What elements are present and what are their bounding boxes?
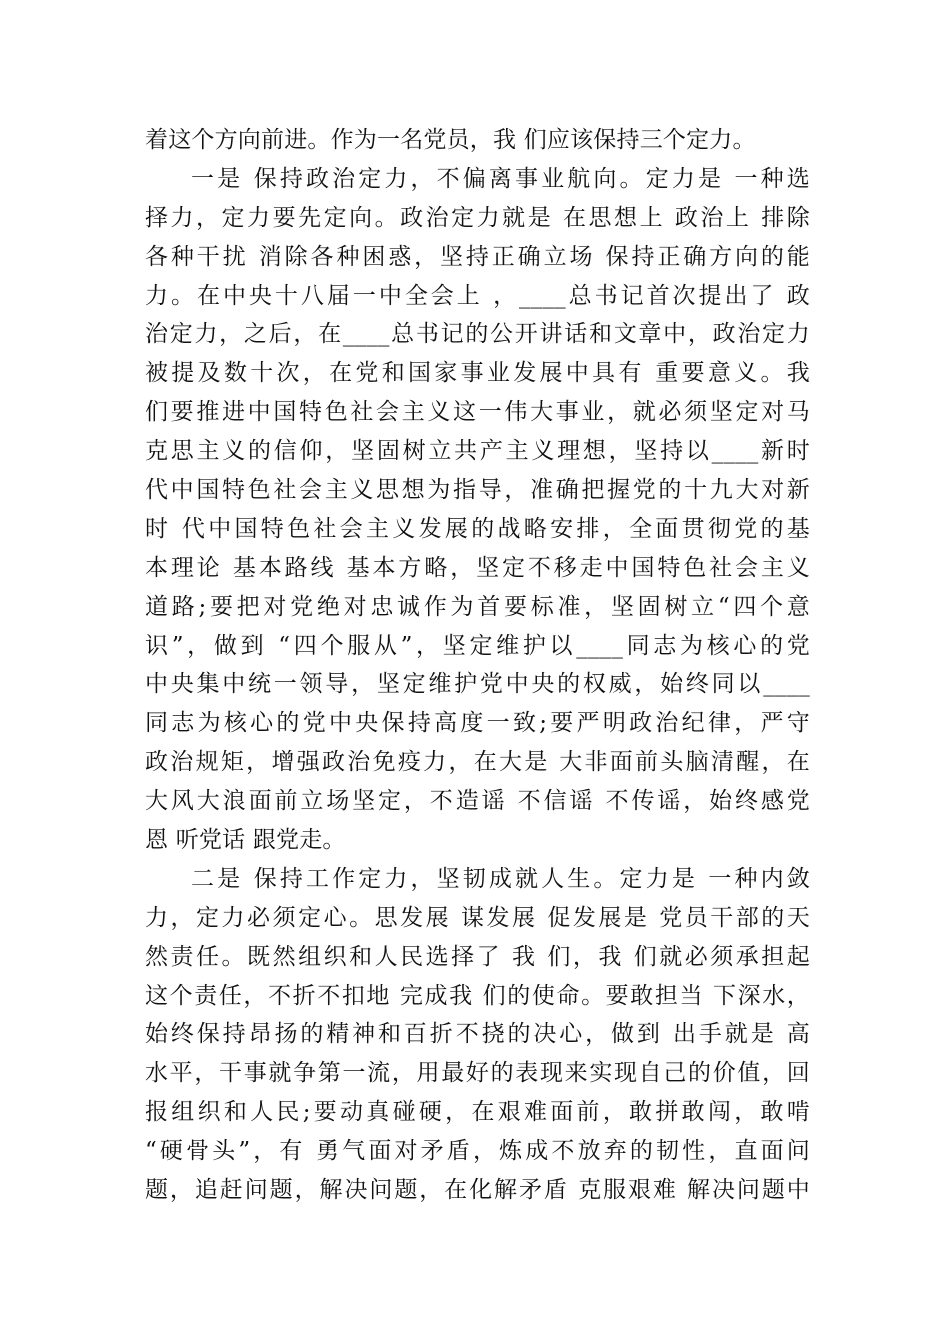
text-line: 中央集中统一领导，坚定维护党中央的权威，始终同以____ [145, 671, 810, 698]
text-line: 治定力，之后，在____总书记的公开讲话和文章中，政治定力 [145, 321, 810, 348]
text-line: 题，追赶问题，解决问题，在化解矛盾 克服艰难 解决问题中 [145, 1177, 810, 1204]
paragraph-first-line: 一是 保持政治定力，不偏离事业航向。定力是 一种选 [191, 165, 810, 192]
text-line: 大风大浪面前立场坚定，不造谣 不信谣 不传谣，始终感党 [145, 788, 810, 815]
text-line: 代中国特色社会主义思想为指导，准确把握党的十九大对新 [145, 477, 810, 504]
text-line: 这个责任，不折不扣地 完成我 们的使命。要敢担当 下深水， [145, 982, 810, 1009]
body-text [145, 121, 810, 1210]
text-line: 然责任。既然组织和人民选择了 我 们，我 们就必须承担起 [145, 943, 810, 970]
paragraph-first-line: 二是 保持工作定力，坚韧成就人生。定力是 一种内敛 [191, 865, 810, 892]
text-line: 本理论 基本路线 基本方略，坚定不移走中国特色社会主义 [145, 554, 810, 581]
text-line: 时 代中国特色社会主义发展的战略安排，全面贯彻党的基 [145, 515, 810, 542]
text-line: 报组织和人民;要动真碰硬，在艰难面前，敢拼敢闯，敢啃 [145, 1099, 810, 1126]
text-line: 恩 听党话 跟党走。 [145, 827, 346, 854]
text-line: 着这个方向前进。作为一名党员，我 们应该保持三个定力。 [145, 127, 756, 153]
text-line: 水平，干事就争第一流，用最好的表现来实现自己的价值，回 [145, 1060, 810, 1087]
text-line: 同志为核心的党中央保持高度一致;要严明政治纪律，严守 [145, 710, 810, 737]
text-line: 政治规矩，增强政治免疫力，在大是 大非面前头脑清醒，在 [145, 749, 810, 776]
text-line: 识”，做到 “四个服从”，坚定维护以____同志为核心的党 [145, 632, 810, 659]
text-line: 择力，定力要先定向。政治定力就是 在思想上 政治上 排除 [145, 204, 810, 231]
text-line: 道路;要把对党绝对忠诚作为首要标准，坚固树立“四个意 [145, 593, 810, 620]
text-line: 力，定力必须定心。思发展 谋发展 促发展是 党员干部的天 [145, 904, 810, 931]
text-line: 各种干扰 消除各种困惑，坚持正确立场 保持正确方向的能 [145, 243, 810, 270]
text-line: 克思主义的信仰，坚固树立共产主义理想，坚持以____新时 [145, 438, 810, 465]
text-line: 被提及数十次，在党和国家事业发展中具有 重要意义。我 [145, 360, 810, 387]
text-line: “硬骨头”，有 勇气面对矛盾，炼成不放弃的韧性，直面问 [145, 1138, 810, 1165]
text-line: 力。在中央十八届一中全会上 ，____总书记首次提出了 政 [145, 282, 810, 309]
text-line: 们要推进中国特色社会主义这一伟大事业，就必须坚定对马 [145, 399, 810, 426]
text-line: 始终保持昂扬的精神和百折不挠的决心，做到 出手就是 高 [145, 1021, 810, 1048]
